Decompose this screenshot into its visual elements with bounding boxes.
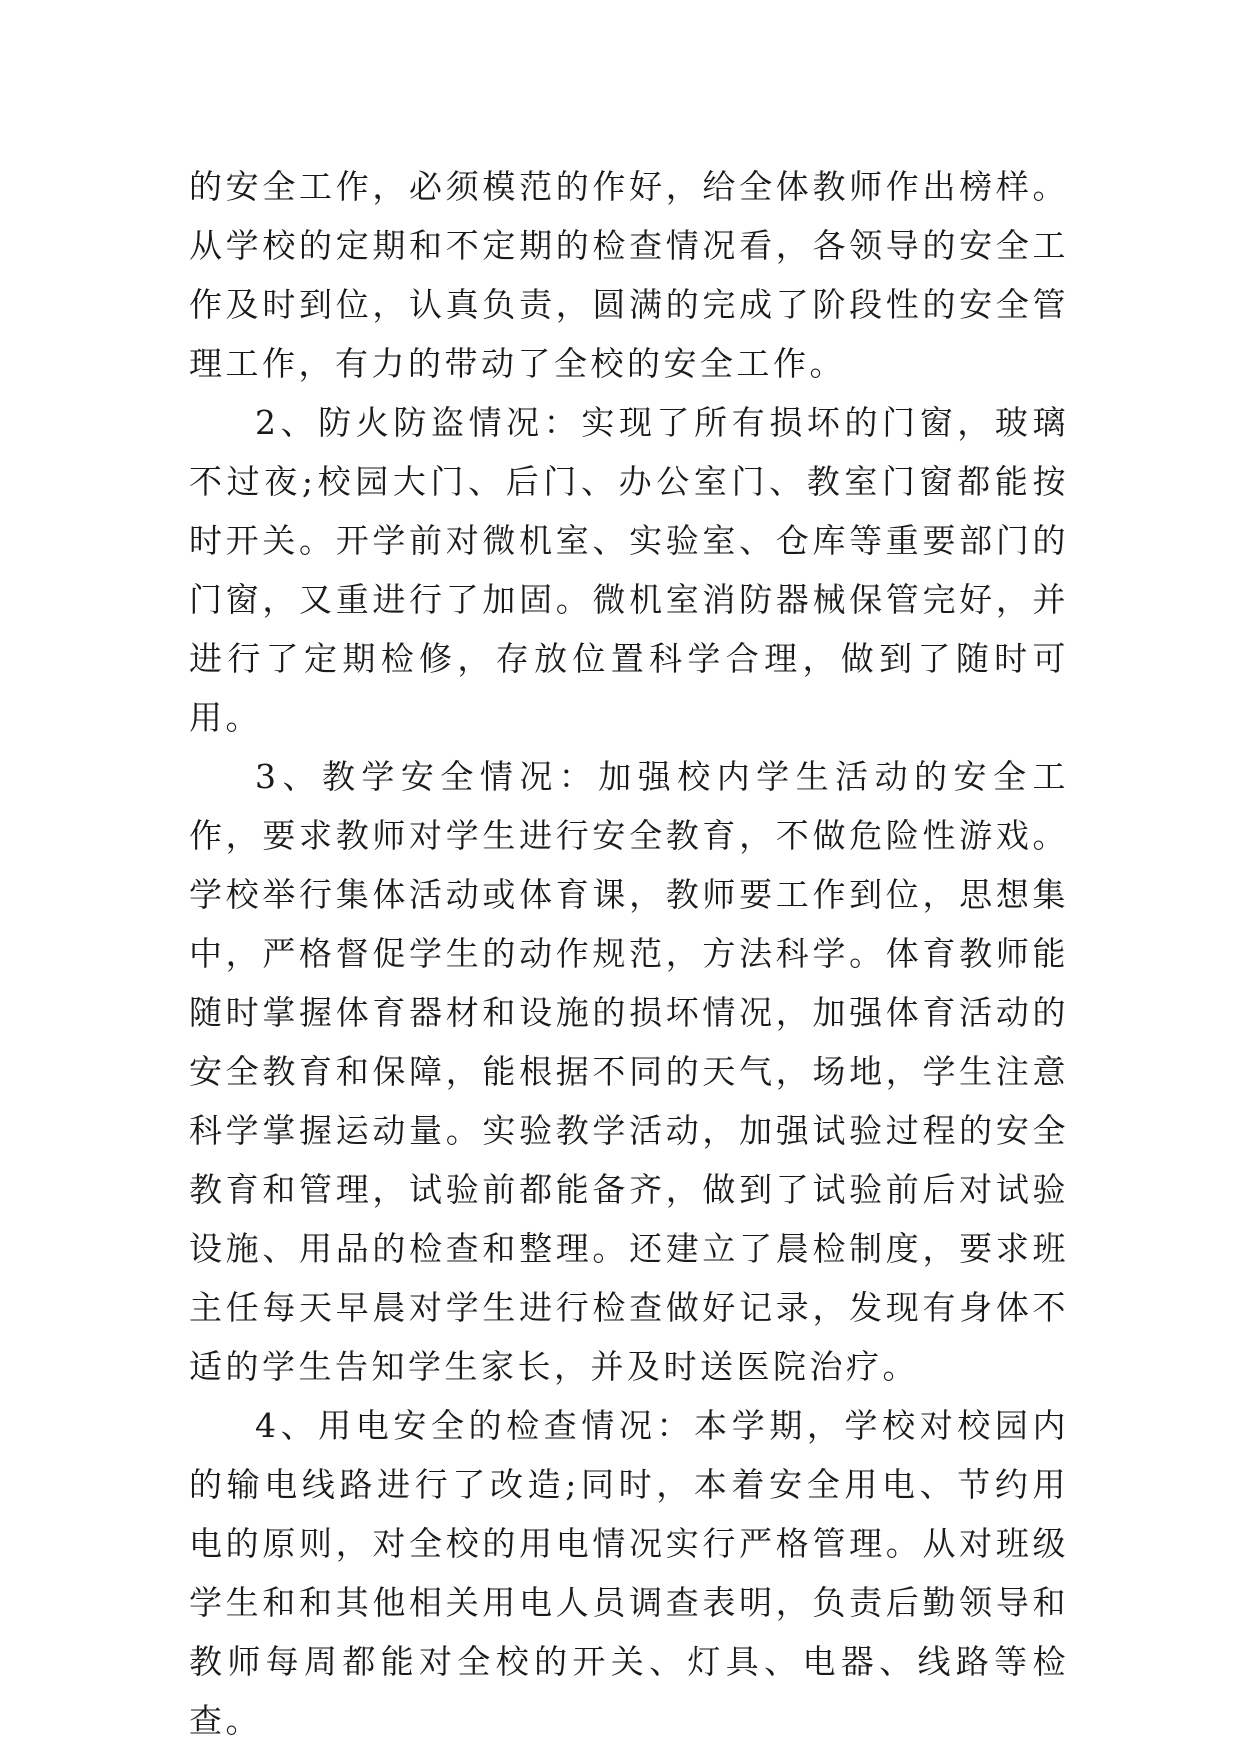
paragraph-2: 2、防火防盗情况：实现了所有损坏的门窗，玻璃不过夜;校园大门、后门、办公室门、教室门窗都能按时开关。开学前对微机室、实验室、仓库等重要部门的门窗，又重进行了加固。微机室消防器械保管完好，并进行了定期检修，存放位置科学合理，做到了随时可用。 — [189, 403, 1069, 737]
paragraph-3: 3、教学安全情况：加强校内学生活动的安全工作，要求教师对学生进行安全教育，不做危险性游戏。学校举行集体活动或体育课，教师要工作到位，思想集中，严格督促学生的动作规范，方法科学。体育教师能随时掌握体育器材和设施的损坏情况，加强体育活动的安全教育和保障，能根据不同的天气，场地，学生注意科学掌握运动量。实验教学活动，加强试验过程的安全教育和管理，试验前都能备齐，做到了试验前后对试验设施、用品的检查和整理。还建立了晨检制度，要求班主任每天早晨对学生进行检查做好记录，发现有身体不适的学生告知学生家长，并及时送医院治疗。 — [189, 757, 1069, 1386]
paragraph-4: 4、用电安全的检查情况：本学期，学校对校园内的输电线路进行了改造;同时，本着安全用电、节约用电的原则，对全校的用电情况实行严格管理。从对班级学生和和其他相关用电人员调查表明，负责后勤领导和教师每周都能对全校的开关、灯具、电器、线路等检查。 — [189, 1406, 1069, 1740]
paragraph-1: 的安全工作，必须模范的作好，给全体教师作出榜样。从学校的定期和不定期的检查情况看，各领导的安全工作及时到位，认真负责，圆满的完成了阶段性的安全管理工作，有力的带动了全校的安全工作。 — [189, 167, 1069, 383]
document-body — [189, 157, 1069, 1750]
